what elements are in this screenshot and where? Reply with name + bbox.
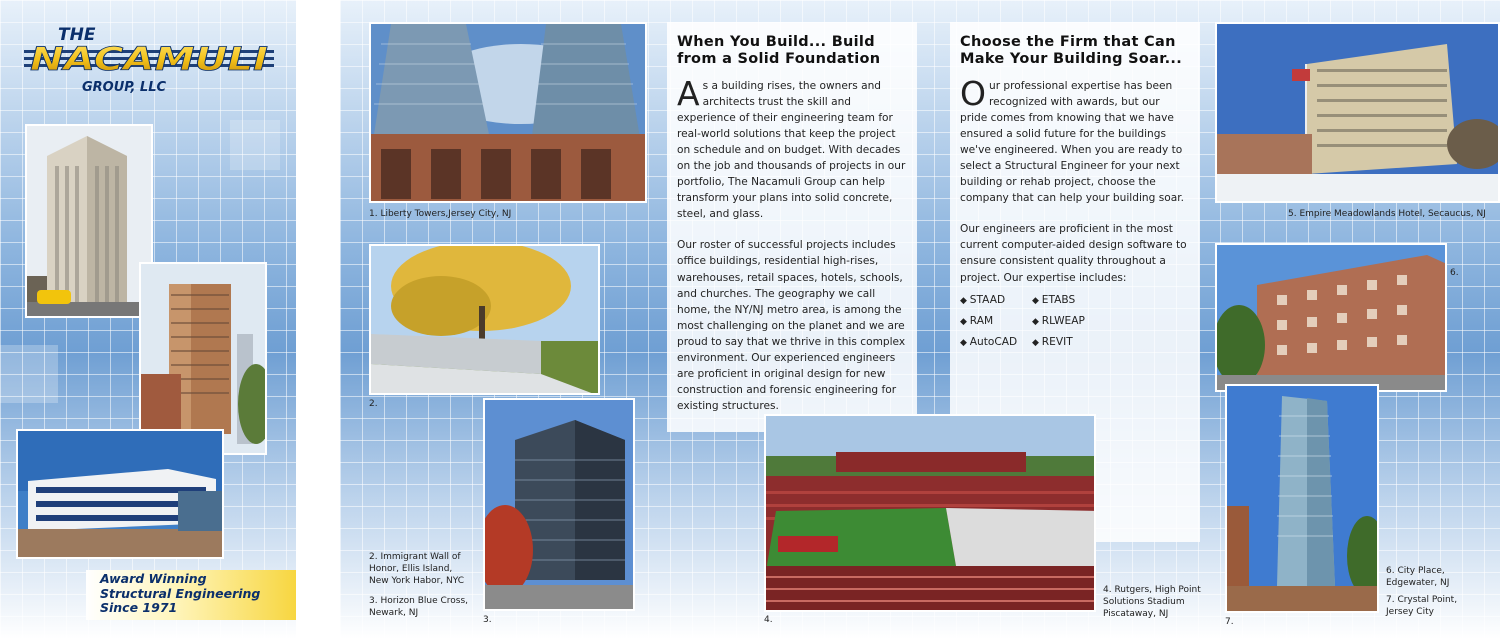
photo-immigrant-wall	[369, 244, 600, 395]
expertise-item: ◆ RAM	[960, 311, 1032, 332]
photo-empire-meadowlands-hotel	[1215, 22, 1500, 203]
expertise-item: ◆ RLWEAP	[1032, 311, 1122, 332]
photo-liberty-towers	[369, 22, 647, 203]
caption-3: 3. Horizon Blue Cross, Newark, NJ	[369, 596, 469, 618]
expertise-item: ◆ ETABS	[1032, 290, 1122, 311]
expertise-item: ◆ STAAD	[960, 290, 1032, 311]
cover-photo-brick-highrise	[139, 262, 267, 455]
photo-crystal-point	[1225, 384, 1379, 613]
svg-text:GROUP, LLC: GROUP, LLC	[82, 80, 167, 95]
caption-7: 7. Crystal Point, Jersey City	[1386, 595, 1458, 617]
text-column-foundation	[667, 22, 917, 432]
caption-6: 6. City Place, Edgewater, NJ	[1386, 566, 1450, 588]
tagline-banner	[86, 570, 296, 620]
caption-4: 4. Rutgers, High Point Solutions Stadium Piscataway, NJ	[1103, 585, 1201, 619]
photo-rutgers-stadium	[764, 414, 1096, 612]
paragraph-foundation-1: As a building rises, the owners and architects trust the skill and experience of their engineering team for real-world solutions that keep the project on schedule and on budget. With decades on the job and thousands of projects in our portfolio, The Nacamuli Group can help transform your plans into solid concrete, steel, and glass.	[677, 74, 906, 221]
caption-2-number: 2.	[369, 399, 378, 409]
tagline-line-2: Structural Engineering	[100, 585, 261, 601]
caption-3-number: 3.	[483, 615, 492, 625]
paragraph-soar-1: Our professional expertise has been recognized with awards, but our pride comes from knowing that we have ensured a solid future for the buildings we've engineered. When you are ready to select a Structural Engineer for your next building or rehab project, choose the company that can help your building soar.	[960, 74, 1184, 205]
paragraph-foundation-2: Our roster of successful projects includes office buildings, residential high-rises, warehouses, retail spaces, hotels, schools, and churches. The geography we call home, the NY/NJ metro area, is among the most challenging on the planet and we are proud to say that we thrive in this complex environment. Our experienced engineers are proficient in original design for new construction and forensic engineering for existing structures.	[677, 239, 906, 412]
svg-text:THE: THE	[58, 25, 96, 45]
expertise-item: ◆ AutoCAD	[960, 332, 1032, 353]
photo-horizon-blue-cross	[483, 398, 635, 611]
caption-1: 1. Liberty Towers,Jersey City, NJ	[369, 209, 512, 219]
svg-text:NACAMULI: NACAMULI	[30, 40, 269, 78]
cover-photo-waterfront-office	[16, 429, 224, 559]
nacamuli-logo	[24, 22, 284, 102]
caption-5: 5. Empire Meadowlands Hotel, Secaucus, NJ	[1288, 209, 1486, 219]
heading-foundation: When You Build... Build from a Solid Foundation	[677, 34, 881, 67]
photo-city-place	[1215, 243, 1447, 392]
tagline-line-3: Since 1971	[100, 600, 178, 615]
caption-7-number: 7.	[1225, 617, 1234, 627]
caption-2: 2. Immigrant Wall of Honor, Ellis Island, New York Habor, NYC	[369, 552, 465, 586]
expertise-item: ◆ REVIT	[1032, 332, 1122, 353]
paragraph-soar-2: Our engineers are proficient in the most current computer-aided design software to ensure consistent quality throughout a project. Our expertise includes:	[960, 223, 1187, 284]
expertise-list	[960, 290, 1190, 353]
tagline-line-1: Award Winning	[100, 571, 207, 586]
cover-panel	[0, 0, 296, 639]
inner-spread	[340, 0, 1500, 639]
heading-soar: Choose the Firm that Can Make Your Building Soar...	[960, 34, 1183, 67]
caption-4-number: 4.	[764, 615, 773, 625]
caption-6-number: 6.	[1450, 268, 1459, 278]
cover-photo-office-tower	[25, 124, 153, 318]
